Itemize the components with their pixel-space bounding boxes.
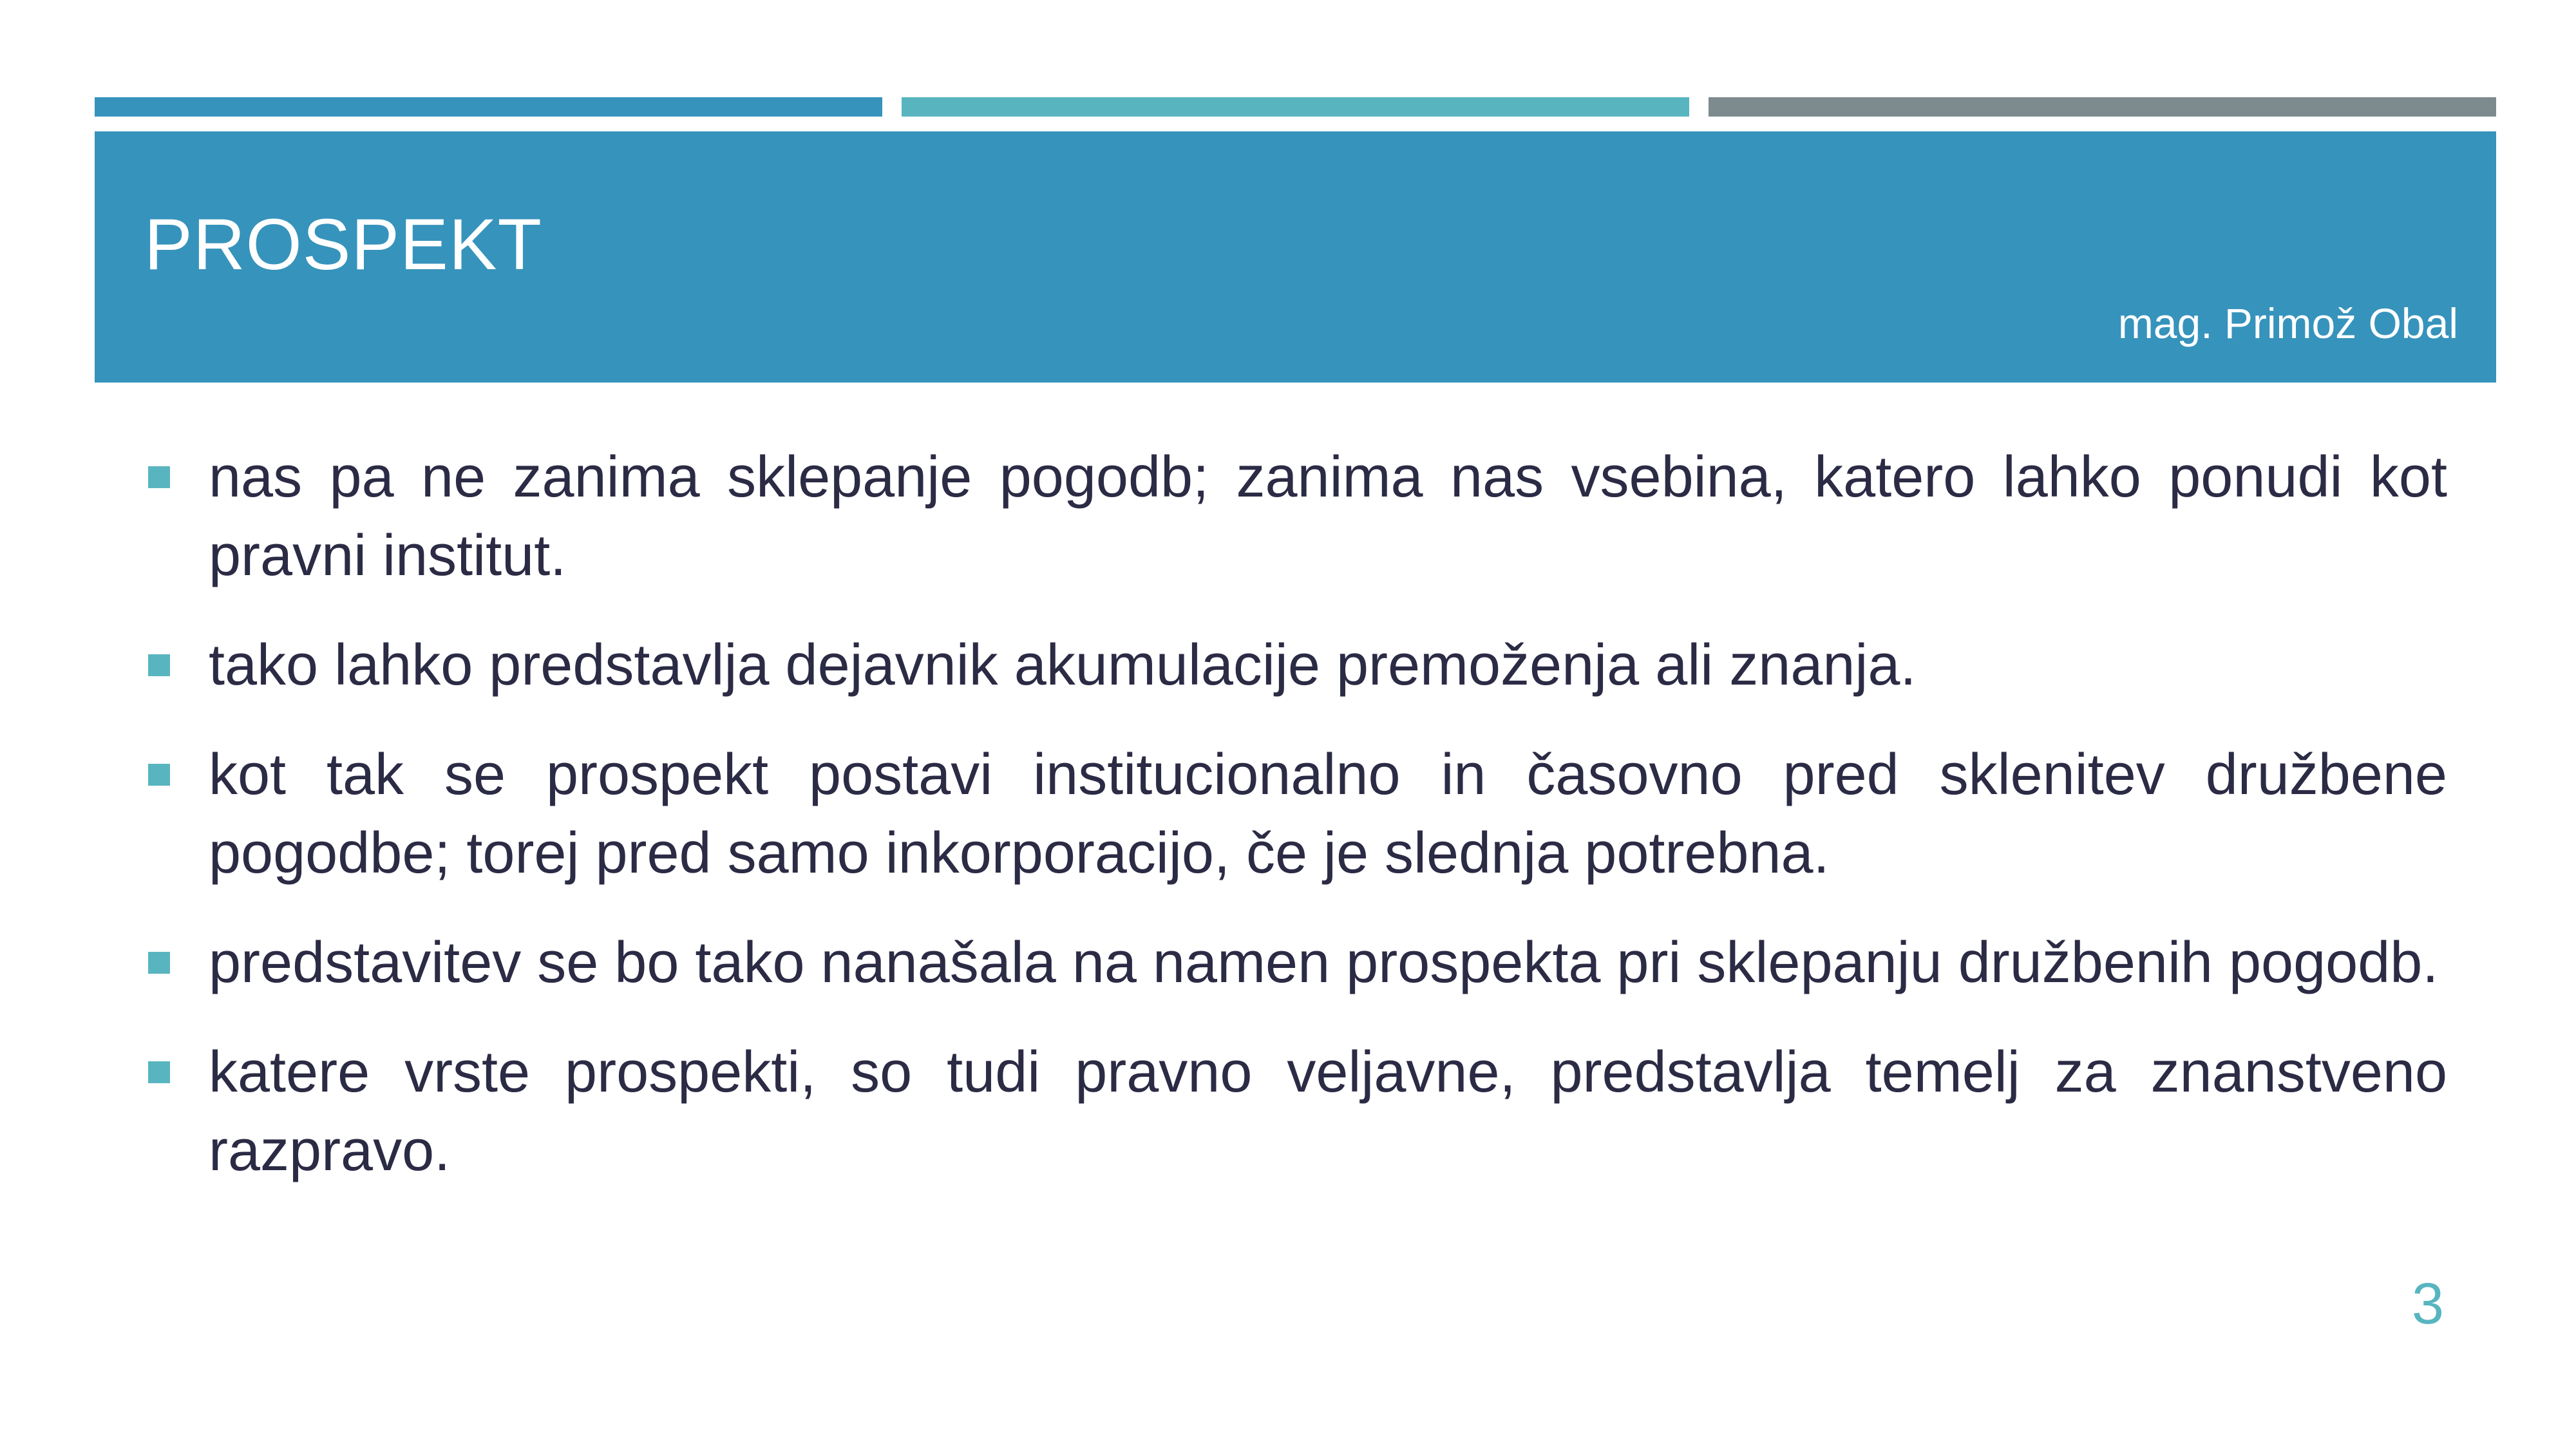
bullet-list xyxy=(142,438,2447,1221)
title-band xyxy=(95,131,2496,383)
accent-bar-teal xyxy=(902,97,1689,117)
square-bullet-icon xyxy=(148,952,170,974)
bullet-item xyxy=(142,735,2447,893)
square-bullet-icon xyxy=(148,764,170,786)
bullet-item xyxy=(142,438,2447,595)
accent-bar-gray xyxy=(1709,97,2496,117)
bullet-item xyxy=(142,923,2447,1002)
bullet-text: predstavitev se bo tako nanašala na namen prospekta pri sklepanju družbenih pogodb. xyxy=(209,931,2439,995)
bullet-item xyxy=(142,626,2447,705)
bullet-text: tako lahko predstavlja dejavnik akumulacije premoženja ali znanja. xyxy=(209,633,1917,697)
accent-bar-blue xyxy=(95,97,882,117)
bullet-item xyxy=(142,1033,2447,1190)
square-bullet-icon xyxy=(148,654,170,676)
slide-title: PROSPEKT xyxy=(144,204,542,285)
page-number: 3 xyxy=(2411,1272,2444,1336)
slide-author: mag. Primož Obal xyxy=(2117,299,2458,347)
bullet-text: nas pa ne zanima sklepanje pogodb; zanima nas vsebina, katero lahko ponudi kot pravni institut. xyxy=(209,445,2447,588)
square-bullet-icon xyxy=(148,466,170,488)
bullet-text: katere vrste prospekti, so tudi pravno veljavne, predstavlja temelj za znanstveno razpravo. xyxy=(209,1040,2447,1183)
square-bullet-icon xyxy=(148,1061,170,1083)
bullet-text: kot tak se prospekt postavi institucionalno in časovno pred sklenitev družbene pogodbe; torej pred samo inkorporacijo, če je slednja potrebna. xyxy=(209,743,2447,886)
